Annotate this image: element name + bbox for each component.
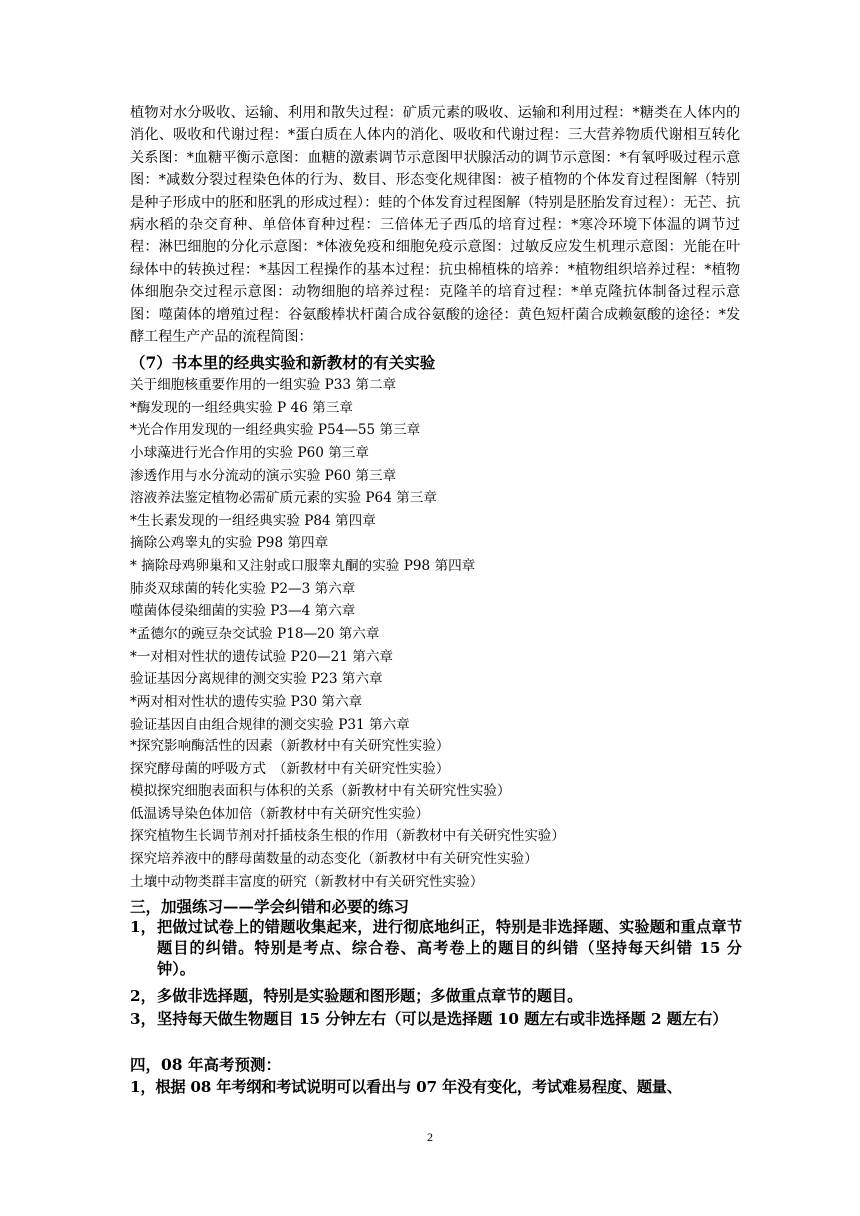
practice-tip-3 bbox=[130, 1009, 742, 1030]
experiment-item: *孟德尔的豌豆杂交试验 P18—20 第六章 bbox=[130, 626, 380, 643]
research-item: 土壤中动物类群丰富度的研究（新教材中有关研究性实验） bbox=[130, 873, 484, 890]
research-item: 探究培养液中的酵母菌数量的动态变化（新教材中有关研究性实验） bbox=[130, 850, 538, 867]
experiment-item: 溶液养法鉴定植物必需矿质元素的实验 P64 第三章 bbox=[130, 490, 437, 507]
research-item: *探究影响酶活性的因素（新教材中有关研究性实验） bbox=[130, 738, 450, 754]
experiment-item: 验证基因自由组合规律的测交实验 P31 第六章 bbox=[130, 716, 410, 733]
experiment-item: 小球藻进行光合作用的实验 P60 第三章 bbox=[130, 444, 369, 461]
research-item: 模拟探究细胞表面积与体积的关系（新教材中有关研究性实验） bbox=[130, 783, 511, 800]
experiment-item: *一对相对性状的遗传试验 P20—21 第六章 bbox=[130, 648, 394, 665]
tip-text: 把做过试卷上的错题收集起来，进行彻底地纠正，特别是非选择题、实验题和重点章节题目的纠错。特别是考点、综合卷、高考卷上的题目的纠错（坚持每天纠错 15 分钟）。 bbox=[157, 918, 742, 978]
tip-text: 坚持每天做生物题目 15 分钟左右（可以是选择题 10 题左右或非选择题 2 题左右） bbox=[157, 1010, 728, 1028]
section-4-line-1: 1，根据 08 年考纲和考试说明可以看出与 07 年没有变化，考试难易程度、题量、 bbox=[130, 1078, 682, 1096]
section-7-title: （7）书本里的经典实验和新教材的有关实验 bbox=[130, 353, 436, 372]
intro-paragraph: 植物对水分吸收、运输、利用和散失过程：矿质元素的吸收、运输和利用过程：*糖类在人体内的消化、吸收和代谢过程：*蛋白质在人体内的消化、吸收和代谢过程：三大营养物质代谢相互转化关系图：*血糖平衡示意图：血糖的激素调节示意图甲状腺活动的调节示意图：*有氧呼吸过程示意图：*减数分裂过程染色体的行为、数目、形态变化规律图：被子植物的个体发育过程图解（特别是种子形成中的胚和胚乳的形成过程）：蛙的个体发育过程图解（特别是胚胎发育过程）：无芒、抗病水稻的杂交育种、单倍体育种过程：三倍体无子西瓜的培育过程：*寒冷环境下体温的调节过程：淋巴细胞的分化示意图：*体液免疫和细胞免疫示意图：过敏反应发生机理示意图：光能在叶绿体中的转换过程：*基因工程操作的基本过程：抗虫棉植株的培养：*植物组织培养过程：*植物体细胞杂交过程示意图：动物细胞的培养过程：克隆羊的培育过程：*单克隆抗体制备过程示意图：噬菌体的增殖过程：谷氨酸棒状杆菌合成谷氨酸的途径：黄色短杆菌合成赖氨酸的途径：*发酵工程生产产品的流程简图： bbox=[130, 105, 740, 346]
tip-number: 1， bbox=[130, 918, 156, 936]
experiment-item: 噬菌体侵染细菌的实验 P3—4 第六章 bbox=[130, 603, 356, 620]
classic-experiment-list bbox=[130, 374, 730, 736]
section-3-title: 三，加强练习——学会纠错和必要的练习 bbox=[130, 897, 410, 916]
experiment-item: *酶发现的一组经典实验 P 46 第三章 bbox=[130, 399, 353, 416]
research-item: 探究植物生长调节剂对扦插枝条生根的作用（新教材中有关研究性实验） bbox=[130, 828, 565, 845]
section-4-title: 四，08 年高考预测： bbox=[130, 1055, 281, 1074]
experiment-item: 摘除公鸡睾丸的实验 P98 第四章 bbox=[130, 535, 329, 552]
tip-text: 多做非选择题，特别是实验题和图形题；多做重点章节的题目。 bbox=[157, 987, 583, 1005]
experiment-item: *生长素发现的一组经典实验 P84 第四章 bbox=[130, 512, 376, 529]
experiment-item: 肺炎双球菌的转化实验 P2—3 第六章 bbox=[130, 580, 356, 597]
page-number: 2 bbox=[427, 1130, 433, 1144]
experiment-item: *光合作用发现的一组经典实验 P54—55 第三章 bbox=[130, 422, 421, 439]
practice-tip-1 bbox=[130, 917, 742, 980]
tip-number: 2， bbox=[130, 987, 156, 1005]
research-item: 探究酵母菌的呼吸方式 （新教材中有关研究性实验） bbox=[130, 760, 450, 777]
research-experiment-list bbox=[130, 735, 750, 893]
tip-number: 3， bbox=[130, 1010, 156, 1028]
research-item: 低温诱导染色体加倍（新教材中有关研究性实验） bbox=[130, 805, 430, 822]
practice-tip-2 bbox=[130, 986, 742, 1007]
experiment-item: * 摘除母鸡卵巢和又注射或口服睾丸酮的实验 P98 第四章 bbox=[130, 558, 476, 575]
experiment-item: 关于细胞核重要作用的一组实验 P33 第二章 bbox=[130, 377, 397, 393]
experiment-item: *两对相对性状的遗传实验 P30 第六章 bbox=[130, 693, 363, 710]
experiment-item: 验证基因分离规律的测交实验 P23 第六章 bbox=[130, 671, 383, 688]
experiment-item: 渗透作用与水分流动的演示实验 P60 第三章 bbox=[130, 467, 397, 484]
